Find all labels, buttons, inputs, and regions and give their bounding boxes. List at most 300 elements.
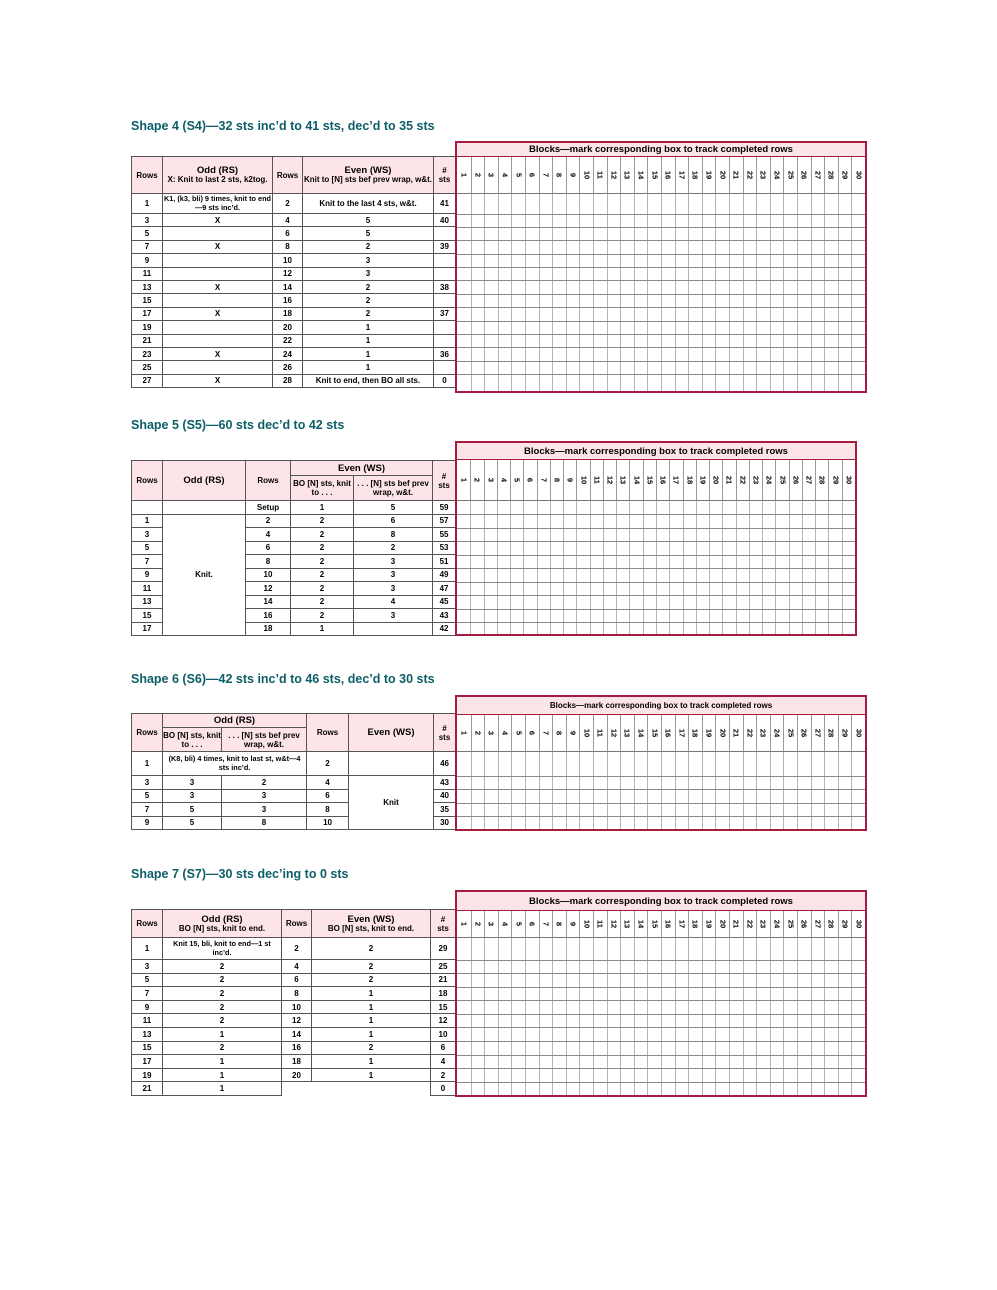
shape7-rows-even-header: Rows xyxy=(282,910,312,938)
stitch-count: 15 xyxy=(431,1000,456,1014)
grid-column-line xyxy=(743,938,744,1096)
grid-row-line xyxy=(457,582,855,583)
stitch-count: 40 xyxy=(434,789,456,803)
grid-column-number xyxy=(457,157,471,194)
grid-column-label: 8 xyxy=(554,172,564,177)
shape7-even-header xyxy=(312,910,431,938)
grid-column-number xyxy=(770,157,784,194)
grid-column-label: 22 xyxy=(738,475,748,484)
grid-row-line xyxy=(457,789,865,790)
shape7-odd-sublabel: BO [N] sts, knit to end. xyxy=(178,923,266,933)
shape5-sts-header: # sts xyxy=(433,461,456,501)
even-row-number: 18 xyxy=(246,622,291,636)
grid-column-number xyxy=(824,157,838,194)
stitch-count: 57 xyxy=(433,514,456,528)
grid-column-line xyxy=(811,752,812,830)
grid-column-number xyxy=(811,911,825,938)
shape7-even-label: Even (WS) xyxy=(347,913,395,925)
odd-row-number: 17 xyxy=(132,622,163,636)
grid-column-number xyxy=(715,715,729,752)
grid-column-label: 6 xyxy=(527,730,537,735)
even-instruction: 2 xyxy=(312,1041,431,1055)
grid-column-label: 3 xyxy=(486,921,496,926)
grid-column-number xyxy=(828,460,841,501)
grid-column-number xyxy=(797,157,811,194)
grid-column-label: 18 xyxy=(690,728,700,737)
grid-column-label: 18 xyxy=(690,170,700,179)
odd-instruction: 2 xyxy=(163,960,282,974)
grid-column-number xyxy=(729,157,743,194)
grid-column-line xyxy=(811,938,812,1096)
odd-row-number: 9 xyxy=(132,254,163,267)
grid-column-number xyxy=(484,157,498,194)
grid-row-line xyxy=(457,622,855,623)
odd-instruction: (K8, bli) 4 times, knit to last st, w&t—4 sts inc’d. xyxy=(163,752,307,776)
odd-row-number: 3 xyxy=(132,528,163,542)
stitch-count: 36 xyxy=(434,347,456,360)
grid-title: Blocks—mark corresponding box to track completed rows xyxy=(457,892,865,911)
grid-column-line xyxy=(797,752,798,830)
grid-column-line xyxy=(593,752,594,830)
stitch-count xyxy=(434,361,456,374)
stitch-count: 42 xyxy=(433,622,456,636)
grid-column-line xyxy=(851,938,852,1096)
grid-column-number xyxy=(579,715,593,752)
odd-instruction: 1 xyxy=(163,1068,282,1082)
grid-column-number xyxy=(770,715,784,752)
grid-column-number xyxy=(629,460,642,501)
shape4-sts-header: # sts xyxy=(434,157,456,194)
grid-column-label: 26 xyxy=(799,728,809,737)
even-row-number: 8 xyxy=(282,987,312,1001)
shape6-tracking-grid[interactable] xyxy=(455,695,867,831)
grid-column-label: 5 xyxy=(514,921,524,926)
grid-row-line xyxy=(457,294,865,295)
grid-row-line xyxy=(457,1014,865,1015)
even-row-number: 16 xyxy=(246,609,291,623)
grid-column-number xyxy=(851,911,865,938)
shape7-tracking-grid[interactable] xyxy=(455,890,867,1097)
odd-row-number: 11 xyxy=(132,582,163,596)
grid-column-label: 18 xyxy=(690,919,700,928)
grid-column-label: 17 xyxy=(677,919,687,928)
even-instruction: 2 xyxy=(312,973,431,987)
grid-row-line xyxy=(457,347,865,348)
stitch-count: 12 xyxy=(431,1014,456,1028)
grid-column-label: 24 xyxy=(772,728,782,737)
odd-row-number: 15 xyxy=(132,609,163,623)
even-instruction: 1 xyxy=(303,347,434,360)
grid-column-number xyxy=(838,157,852,194)
odd-instruction: 2 xyxy=(163,973,282,987)
even-wrap-count xyxy=(354,622,433,636)
grid-column-number xyxy=(661,157,675,194)
stitch-count: 4 xyxy=(431,1055,456,1069)
grid-column-number xyxy=(838,911,852,938)
shape7-rows-odd-header: Rows xyxy=(132,910,163,938)
shape4-rows-odd-header: Rows xyxy=(132,157,163,194)
even-instruction: 2 xyxy=(303,240,434,253)
grid-column-label: 29 xyxy=(831,475,841,484)
grid-column-number xyxy=(675,715,689,752)
grid-column-label: 13 xyxy=(622,728,632,737)
stitch-count: 43 xyxy=(433,609,456,623)
grid-column-number xyxy=(802,460,815,501)
grid-column-label: 13 xyxy=(618,475,628,484)
stitch-count: 29 xyxy=(431,938,456,960)
table-row xyxy=(132,361,456,374)
even-instruction: 2 xyxy=(303,280,434,293)
even-row-number: 26 xyxy=(273,361,303,374)
odd-row-number: 11 xyxy=(132,1014,163,1028)
stitch-count: 2 xyxy=(431,1068,456,1082)
even-bo-count: 2 xyxy=(291,595,354,609)
grid-column-number xyxy=(811,157,825,194)
grid-column-label: 15 xyxy=(650,728,660,737)
shape5-even-b-header: . . . [N] sts bef prev wrap, w&t. xyxy=(354,476,433,501)
grid-column-number xyxy=(688,911,702,938)
grid-column-label: 10 xyxy=(582,170,592,179)
odd-instruction xyxy=(163,227,273,240)
even-row-number: 6 xyxy=(307,789,349,803)
grid-column-number xyxy=(620,911,634,938)
even-instruction: 1 xyxy=(303,321,434,334)
grid-column-number xyxy=(783,157,797,194)
grid-column-label: 17 xyxy=(671,475,681,484)
grid-column-line xyxy=(498,752,499,830)
even-row-number: 24 xyxy=(273,347,303,360)
grid-column-label: 19 xyxy=(704,728,714,737)
grid-column-number xyxy=(815,460,828,501)
grid-column-line xyxy=(824,752,825,830)
grid-column-label: 16 xyxy=(658,475,668,484)
odd-wrap-count: 3 xyxy=(222,789,307,803)
grid-column-number xyxy=(789,460,802,501)
grid-column-label: 19 xyxy=(698,475,708,484)
grid-column-number xyxy=(749,460,762,501)
table-row xyxy=(132,1082,456,1096)
even-instruction: 3 xyxy=(303,267,434,280)
even-instruction: 5 xyxy=(303,227,434,240)
grid-row-line xyxy=(457,987,865,988)
table-row xyxy=(132,254,456,267)
odd-row-number: 23 xyxy=(132,347,163,360)
even-empty xyxy=(282,1082,431,1096)
shape7-rows xyxy=(132,938,456,1096)
grid-column-label: 19 xyxy=(704,170,714,179)
grid-column-number xyxy=(634,715,648,752)
odd-instruction: X xyxy=(163,374,273,387)
shape5-title: Shape 5 (S5)—60 sts dec’d to 42 sts xyxy=(131,418,345,432)
odd-instruction xyxy=(163,254,273,267)
stitch-count: 0 xyxy=(431,1082,456,1096)
grid-row-line xyxy=(457,803,865,804)
grid-column-label: 25 xyxy=(786,919,796,928)
even-instruction: 1 xyxy=(312,1027,431,1041)
grid-column-label: 28 xyxy=(826,728,836,737)
even-bo-count: 2 xyxy=(291,528,354,542)
grid-column-number xyxy=(634,157,648,194)
grid-column-line xyxy=(525,752,526,830)
stitch-count: 49 xyxy=(433,568,456,582)
table-row xyxy=(132,1000,456,1014)
grid-column-number xyxy=(688,157,702,194)
table-row xyxy=(132,514,456,528)
odd-instruction: X xyxy=(163,240,273,253)
grid-column-number xyxy=(620,715,634,752)
grid-column-label: 18 xyxy=(685,475,695,484)
grid-column-label: 15 xyxy=(650,170,660,179)
stitch-count: 18 xyxy=(431,987,456,1001)
grid-column-number xyxy=(539,715,553,752)
grid-column-label: 22 xyxy=(745,728,755,737)
even-instruction: Knit to the last 4 sts, w&t. xyxy=(303,194,434,214)
shape7-even-sublabel: BO [N] sts, knit to end. xyxy=(327,923,415,933)
even-instruction: 2 xyxy=(312,938,431,960)
shape7-odd-label: Odd (RS) xyxy=(201,913,243,925)
shape4-tracking-grid[interactable] xyxy=(455,141,867,393)
grid-column-line xyxy=(743,752,744,830)
grid-column-label: 29 xyxy=(840,728,850,737)
odd-instruction-knit: Knit. xyxy=(163,514,246,636)
grid-column-line xyxy=(715,938,716,1096)
shape4-rows xyxy=(132,194,456,388)
stitch-count: 6 xyxy=(431,1041,456,1055)
grid-column-number xyxy=(702,911,716,938)
grid-row-line xyxy=(457,361,865,362)
even-row-number: 12 xyxy=(273,267,303,280)
grid-row-line xyxy=(457,609,855,610)
odd-instruction: X xyxy=(163,307,273,320)
even-bo-count: 2 xyxy=(291,555,354,569)
grid-row-line xyxy=(457,776,865,777)
shape6-odd-b-header: . . . [N] sts bef prev wrap, w&t. xyxy=(222,728,307,752)
even-bo-count: 2 xyxy=(291,609,354,623)
even-row-number: 28 xyxy=(273,374,303,387)
grid-column-label: 13 xyxy=(622,919,632,928)
grid-column-label: 5 xyxy=(514,730,524,735)
table-row xyxy=(132,776,456,790)
grid-column-label: 5 xyxy=(514,172,524,177)
odd-row-number: 19 xyxy=(132,321,163,334)
grid-column-line xyxy=(579,752,580,830)
grid-column-label: 20 xyxy=(718,919,728,928)
shape5-rows xyxy=(132,501,456,636)
odd-row-number: 5 xyxy=(132,973,163,987)
grid-column-number xyxy=(552,157,566,194)
grid-column-line xyxy=(647,938,648,1096)
grid-column-number xyxy=(579,157,593,194)
grid-row-line xyxy=(457,528,855,529)
table-row xyxy=(132,227,456,240)
grid-column-line xyxy=(838,938,839,1096)
grid-column-number xyxy=(702,157,716,194)
grid-column-number xyxy=(715,157,729,194)
grid-column-number xyxy=(593,911,607,938)
grid-column-label: 19 xyxy=(704,919,714,928)
even-instruction: 2 xyxy=(303,294,434,307)
grid-column-label: 22 xyxy=(745,919,755,928)
grid-column-number xyxy=(457,715,471,752)
grid-column-label: 29 xyxy=(840,170,850,179)
shape5-tracking-grid[interactable] xyxy=(455,441,857,636)
grid-column-label: 4 xyxy=(500,172,510,177)
odd-row-number: 3 xyxy=(132,776,163,790)
grid-column-label: 22 xyxy=(745,170,755,179)
grid-column-line xyxy=(566,752,567,830)
even-row-number: 6 xyxy=(273,227,303,240)
grid-column-label: 2 xyxy=(472,477,482,482)
grid-column-number xyxy=(593,715,607,752)
odd-instruction xyxy=(163,334,273,347)
even-row-number: 22 xyxy=(273,334,303,347)
shape5-rows-even-header: Rows xyxy=(246,461,291,501)
odd-row-number: 5 xyxy=(132,541,163,555)
stitch-count: 39 xyxy=(434,240,456,253)
even-row-number: 14 xyxy=(282,1027,312,1041)
even-instruction: 3 xyxy=(303,254,434,267)
stitch-count: 43 xyxy=(434,776,456,790)
stitch-count: 37 xyxy=(434,307,456,320)
grid-column-number xyxy=(525,911,539,938)
grid-column-line xyxy=(688,752,689,830)
even-instruction: 2 xyxy=(303,307,434,320)
table-row xyxy=(132,194,456,214)
table-row xyxy=(132,1041,456,1055)
even-instruction: 1 xyxy=(303,361,434,374)
shape4-table xyxy=(131,156,456,388)
grid-column-number xyxy=(607,715,621,752)
grid-row-line xyxy=(457,227,865,228)
odd-row-number: 17 xyxy=(132,307,163,320)
grid-column-label: 20 xyxy=(718,170,728,179)
grid-column-line xyxy=(715,752,716,830)
shape6-sts-header: # sts xyxy=(434,714,456,752)
grid-column-number xyxy=(552,715,566,752)
shape6-rows-even-header: Rows xyxy=(307,714,349,752)
grid-column-number xyxy=(756,157,770,194)
grid-column-line xyxy=(552,938,553,1096)
grid-column-number xyxy=(607,157,621,194)
grid-column-number xyxy=(647,157,661,194)
grid-row-line xyxy=(457,321,865,322)
grid-column-line xyxy=(607,938,608,1096)
odd-row-number: 25 xyxy=(132,361,163,374)
grid-column-line xyxy=(511,938,512,1096)
table-row xyxy=(132,987,456,1001)
even-wrap-count: 8 xyxy=(354,528,433,542)
even-wrap-count: 4 xyxy=(354,595,433,609)
grid-column-number xyxy=(688,715,702,752)
grid-column-number xyxy=(643,460,656,501)
grid-column-number xyxy=(675,157,689,194)
even-bo-count: 2 xyxy=(291,541,354,555)
grid-column-number xyxy=(484,460,497,501)
grid-column-line xyxy=(484,938,485,1096)
grid-column-label: 9 xyxy=(568,730,578,735)
grid-column-label: 12 xyxy=(609,170,619,179)
grid-column-number xyxy=(484,715,498,752)
grid-column-label: 1 xyxy=(459,477,469,482)
grid-column-label: 6 xyxy=(525,477,535,482)
grid-column-number xyxy=(497,460,510,501)
grid-column-label: 17 xyxy=(677,728,687,737)
odd-row-number: 9 xyxy=(132,816,163,830)
grid-column-number xyxy=(525,157,539,194)
odd-row-number: 1 xyxy=(132,194,163,214)
odd-wrap-count: 3 xyxy=(222,803,307,817)
odd-row-number: 7 xyxy=(132,240,163,253)
grid-column-line xyxy=(620,938,621,1096)
shape5-table xyxy=(131,460,456,636)
odd-instruction: 1 xyxy=(163,1082,282,1096)
even-wrap-count: 3 xyxy=(354,609,433,623)
even-wrap-count: 3 xyxy=(354,555,433,569)
even-row-number: 6 xyxy=(282,973,312,987)
stitch-count: 35 xyxy=(434,803,456,817)
grid-column-number xyxy=(683,460,696,501)
grid-column-label: 27 xyxy=(804,475,814,484)
grid-column-label: 5 xyxy=(512,477,522,482)
odd-instruction xyxy=(163,321,273,334)
odd-row-number: 13 xyxy=(132,595,163,609)
shape7-title: Shape 7 (S7)—30 sts dec’ing to 0 sts xyxy=(131,867,349,881)
even-row-number: Setup xyxy=(246,501,291,515)
odd-instruction: X xyxy=(163,280,273,293)
grid-column-label: 8 xyxy=(554,921,564,926)
grid-column-number xyxy=(550,460,563,501)
grid-column-line xyxy=(552,752,553,830)
even-bo-count: 2 xyxy=(291,568,354,582)
grid-column-number xyxy=(590,460,603,501)
grid-row-line xyxy=(457,1055,865,1056)
grid-column-number xyxy=(511,715,525,752)
odd-bo-count: 3 xyxy=(163,789,222,803)
stitch-count: 10 xyxy=(431,1027,456,1041)
grid-column-line xyxy=(824,938,825,1096)
grid-column-number xyxy=(851,715,865,752)
grid-column-number xyxy=(537,460,550,501)
odd-instruction: 2 xyxy=(163,1041,282,1055)
grid-column-label: 4 xyxy=(499,477,509,482)
even-instruction: Knit to end, then BO all sts. xyxy=(303,374,434,387)
shape6-table xyxy=(131,713,456,830)
odd-row-number: 3 xyxy=(132,960,163,974)
grid-column-label: 16 xyxy=(663,919,673,928)
grid-column-number xyxy=(669,460,682,501)
shape6-rows xyxy=(132,752,456,830)
grid-column-label: 3 xyxy=(486,477,496,482)
stitch-count: 41 xyxy=(434,194,456,214)
grid-column-number xyxy=(498,911,512,938)
grid-column-label: 2 xyxy=(473,921,483,926)
table-row xyxy=(132,374,456,387)
grid-column-number xyxy=(824,911,838,938)
grid-column-label: 9 xyxy=(568,172,578,177)
grid-column-label: 4 xyxy=(500,921,510,926)
grid-column-label: 11 xyxy=(595,919,605,928)
shape4-even-sublabel: Knit to [N] sts bef prev wrap, w&t. xyxy=(303,175,432,184)
shape5-odd-header: Odd (RS) xyxy=(163,461,246,501)
grid-column-label: 7 xyxy=(541,730,551,735)
shape4-rows-even-header: Rows xyxy=(273,157,303,194)
grid-column-label: 28 xyxy=(826,919,836,928)
grid-column-number xyxy=(797,911,811,938)
odd-row-number: 1 xyxy=(132,752,163,776)
grid-column-number xyxy=(616,460,629,501)
odd-instruction-empty xyxy=(163,501,246,515)
grid-column-label: 27 xyxy=(813,170,823,179)
